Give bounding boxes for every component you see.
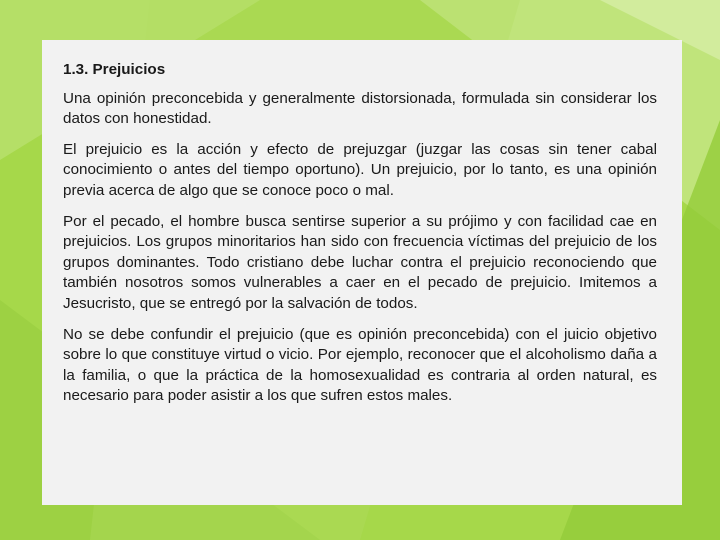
paragraph-objective-judgment: No se debe confundir el prejuicio (que es opinión preconcebida) con el juicio objetivo sobre lo que constituye virtud o vicio. Por ejemplo, reconocer que el alcoholismo daña a la familia, o que la práctica de la homosexualidad es contraria al orden natural, es necesario para poder asistir a los que sufren estos males. xyxy=(63,325,657,405)
text-block xyxy=(63,60,657,417)
section-title: 1.3. Prejuicios xyxy=(63,61,166,78)
paragraph-definition: Una opinión preconcebida y generalmente distorsionada, formulada sin considerar los datos con honestidad. xyxy=(63,89,657,128)
paragraph-prejudgment: El prejuicio es la acción y efecto de prejuzgar (juzgar las cosas sin tener cabal conocimiento o antes del tiempo oportuno). Un prejuicio, por lo tanto, es una opinión previa acerca de algo que se conoce poco o mal. xyxy=(63,140,657,199)
paragraph-sin: Por el pecado, el hombre busca sentirse superior a su prójimo y con facilidad cae en prejuicios. Los grupos minoritarios han sido con frecuencia víctimas del prejuicio de los grupos dominantes. Todo cristiano debe luchar contra el prejuicio reconociendo que también nosotros somos vulnerables a caer en el pecado de prejuicio. Imitemos a Jesucristo, que se entregó por la salvación de todos. xyxy=(63,212,657,312)
